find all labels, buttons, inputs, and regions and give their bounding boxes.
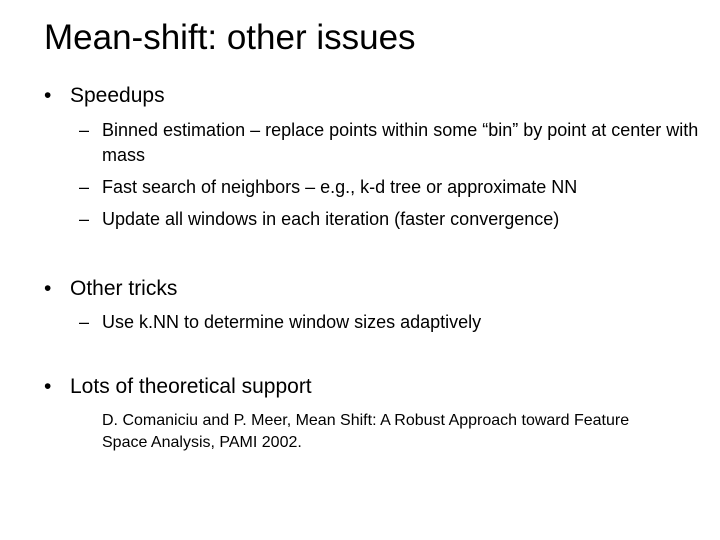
sub-item-knn [79, 310, 709, 335]
bullet-heading-other-tricks: Other tricks [70, 277, 178, 300]
sub-item-text: Update all windows in each iteration (faster convergence) [102, 209, 560, 229]
dash-marker: – [79, 209, 90, 229]
bullet-speedups [44, 82, 165, 110]
bullet-dot: • [44, 277, 52, 300]
reference-citation: D. Comaniciu and P. Meer, Mean Shift: A Robust Approach toward Feature Space Analysis, PAMI 2002. [102, 412, 630, 451]
bullet-heading-speedups: Speedups [70, 84, 165, 107]
sub-item-text: Fast search of neighbors – e.g., k-d tree or approximate NN [102, 177, 578, 197]
sub-item-binned-estimation [79, 118, 709, 168]
dash-marker: – [79, 177, 90, 197]
bullet-other-tricks [44, 275, 177, 303]
sub-item-update-windows [79, 207, 709, 232]
bullet-dot: • [44, 84, 52, 107]
dash-marker: – [79, 120, 90, 140]
dash-marker: – [79, 312, 90, 332]
sub-item-text: Use k.NN to determine window sizes adaptively [102, 312, 482, 332]
sub-item-text: Binned estimation – replace points within some “bin” by point at center with mass [102, 120, 699, 165]
bullet-theoretical-support [44, 373, 312, 401]
bullet-heading-theoretical-support: Lots of theoretical support [70, 375, 312, 398]
sub-item-fast-search [79, 175, 709, 200]
slide-title: Mean-shift: other issues [44, 18, 416, 57]
bullet-dot: • [44, 375, 52, 398]
